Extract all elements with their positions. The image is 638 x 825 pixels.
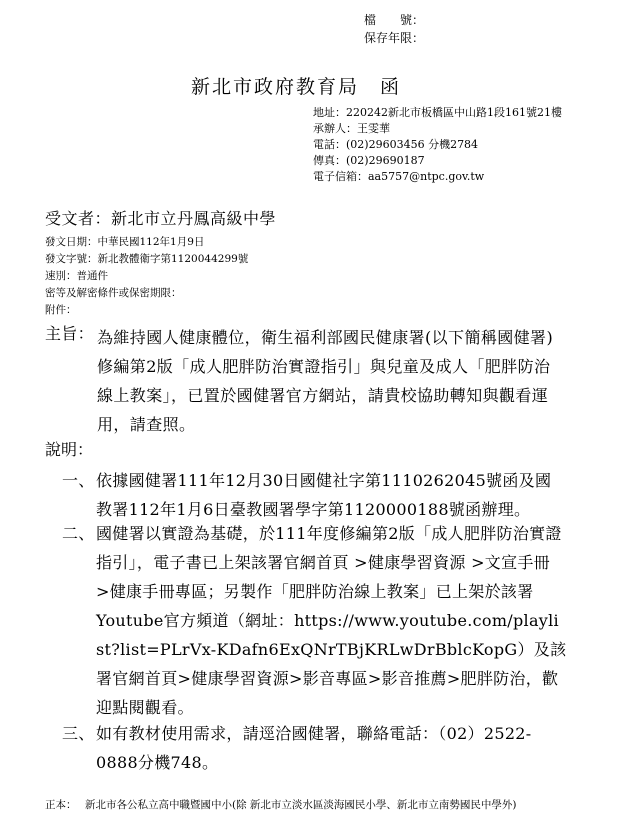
item-text: 國健署以實證為基礎，於111年度修編第2版「成人肥胖防治實證指引」，電子書已上架該署官網首頁 >健康學習資源 >文宣手冊 >健康手冊專區；另製作「肥胖防治線上教案」已上架於該署Youtube官方頻道（網址： xyxy=(96,524,562,630)
original-recipient-label: 正本： xyxy=(45,799,77,811)
security-level: 密等及解密條件或保密期限： xyxy=(45,287,182,299)
youtube-playlist-link[interactable]: https://www.youtube.com/playlist?list=PLrVx-KDafn6ExQNrTBjKRLwDrBblcKopG xyxy=(96,611,559,659)
subject-label: 主旨： xyxy=(45,324,94,343)
distribution-footer xyxy=(45,797,565,813)
handler: 承辦人：王雯華 xyxy=(313,122,390,135)
original-recipient-text: 新北市各公私立高中職暨國中小(除 新北市立淡水區淡海國民小學、新北市立南勢國民中學外) xyxy=(85,799,517,811)
retention-period-label: 保存年限： xyxy=(364,31,425,45)
item-number: 一、 xyxy=(62,471,95,490)
document-meta xyxy=(45,234,248,319)
item-number: 三、 xyxy=(62,724,95,743)
document-number: 發文字號：新北教體衛字第1120044299號 xyxy=(45,253,249,265)
item-text: 依據國健署111年12月30日國健社字第1110262045號函及國教署112年1月6日臺教國署學字第1120000188號函辦理。 xyxy=(96,471,552,519)
description-item-1 xyxy=(62,466,567,524)
archive-info xyxy=(364,12,424,48)
issue-date: 發文日期：中華民國112年1月9日 xyxy=(45,236,205,248)
file-number-label: 檔 號： xyxy=(364,13,425,27)
speed-class: 速別：普通件 xyxy=(45,270,108,282)
subject-section xyxy=(45,323,565,439)
document-title: 新北市政府教育局 函 xyxy=(191,76,402,98)
item-number: 二、 xyxy=(62,524,95,543)
item-text: 如有教材使用需求，請逕洽國健署，聯絡電話：（02）2522-0888分機748。 xyxy=(96,724,532,772)
item-text-container xyxy=(96,519,567,722)
subject-text: 為維持國人健康體位，衛生福利部國民健康署(以下簡稱國健署)修編第2版「成人肥胖防治實證指引」與兒童及成人「肥胖防治線上教案」，已置於國健署官方網站，請貴校協助轉知與觀看運用，請查照。 xyxy=(97,328,554,434)
recipient: 受文者：新北市立丹鳳高級中學 xyxy=(45,209,277,228)
fax: 傳真：(02)29690187 xyxy=(313,154,425,167)
phone: 電話：(02)29603456 分機2784 xyxy=(313,138,479,151)
attachment: 附件： xyxy=(45,304,77,316)
contact-block xyxy=(313,105,562,185)
item-text-after: ）及該署官網首頁>健康學習資源>影音專區>影音推薦>肥胖防治，歡迎點閱觀看。 xyxy=(96,640,567,717)
description-item-3 xyxy=(62,719,567,777)
email: 電子信箱：aa5757@ntpc.gov.tw xyxy=(313,170,485,183)
address: 地址：220242新北市板橋區中山路1段161號21樓 xyxy=(313,106,562,119)
description-label: 說明： xyxy=(45,440,94,459)
description-item-2 xyxy=(62,519,567,722)
